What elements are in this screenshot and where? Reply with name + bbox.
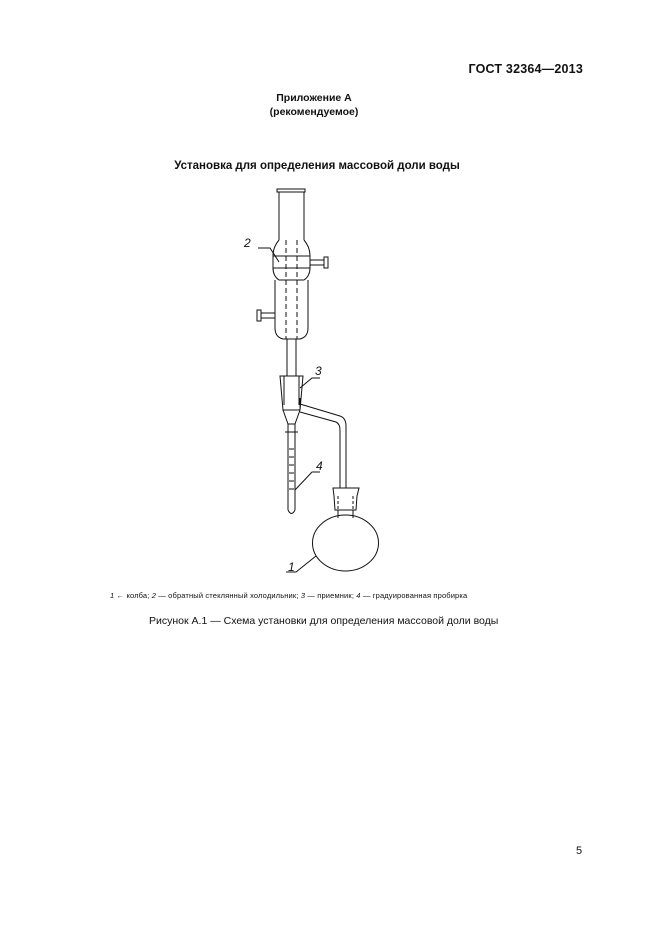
- legend-item-1: 1 ← колба;: [110, 591, 152, 600]
- annex-subtitle: (рекомендуемое): [269, 106, 359, 118]
- callout-1: 1: [288, 560, 295, 574]
- figure-legend: [110, 591, 467, 600]
- callout-4: 4: [316, 459, 323, 473]
- callout-3: 3: [315, 364, 322, 378]
- condenser-stem: [287, 339, 296, 376]
- graduated-tube: [285, 424, 298, 514]
- legend-item-4: 4 — градуированная пробирка: [356, 591, 468, 600]
- legend-item-3: 3 — приемник;: [300, 591, 357, 600]
- condenser-top-tube: [277, 189, 305, 240]
- apparatus-diagram: [230, 186, 400, 578]
- page-number: 5: [576, 845, 583, 857]
- callout-4-leader: [295, 472, 320, 490]
- condenser-upper-bulb: [273, 240, 328, 280]
- legend-item-2: 2 — обратный стеклянный холодильник;: [151, 591, 301, 600]
- callout-2: 2: [244, 236, 251, 250]
- annex-title: Приложение А: [276, 92, 352, 104]
- callout-2-leader: [258, 248, 279, 262]
- condenser-lower-jacket: [257, 280, 308, 339]
- figure-caption: Рисунок А.1 — Схема установки для определения массовой доли воды: [149, 615, 499, 627]
- flask: [313, 488, 379, 571]
- standard-code: ГОСТ 32364—2013: [468, 62, 583, 76]
- section-title: Установка для определения массовой доли воды: [174, 160, 460, 172]
